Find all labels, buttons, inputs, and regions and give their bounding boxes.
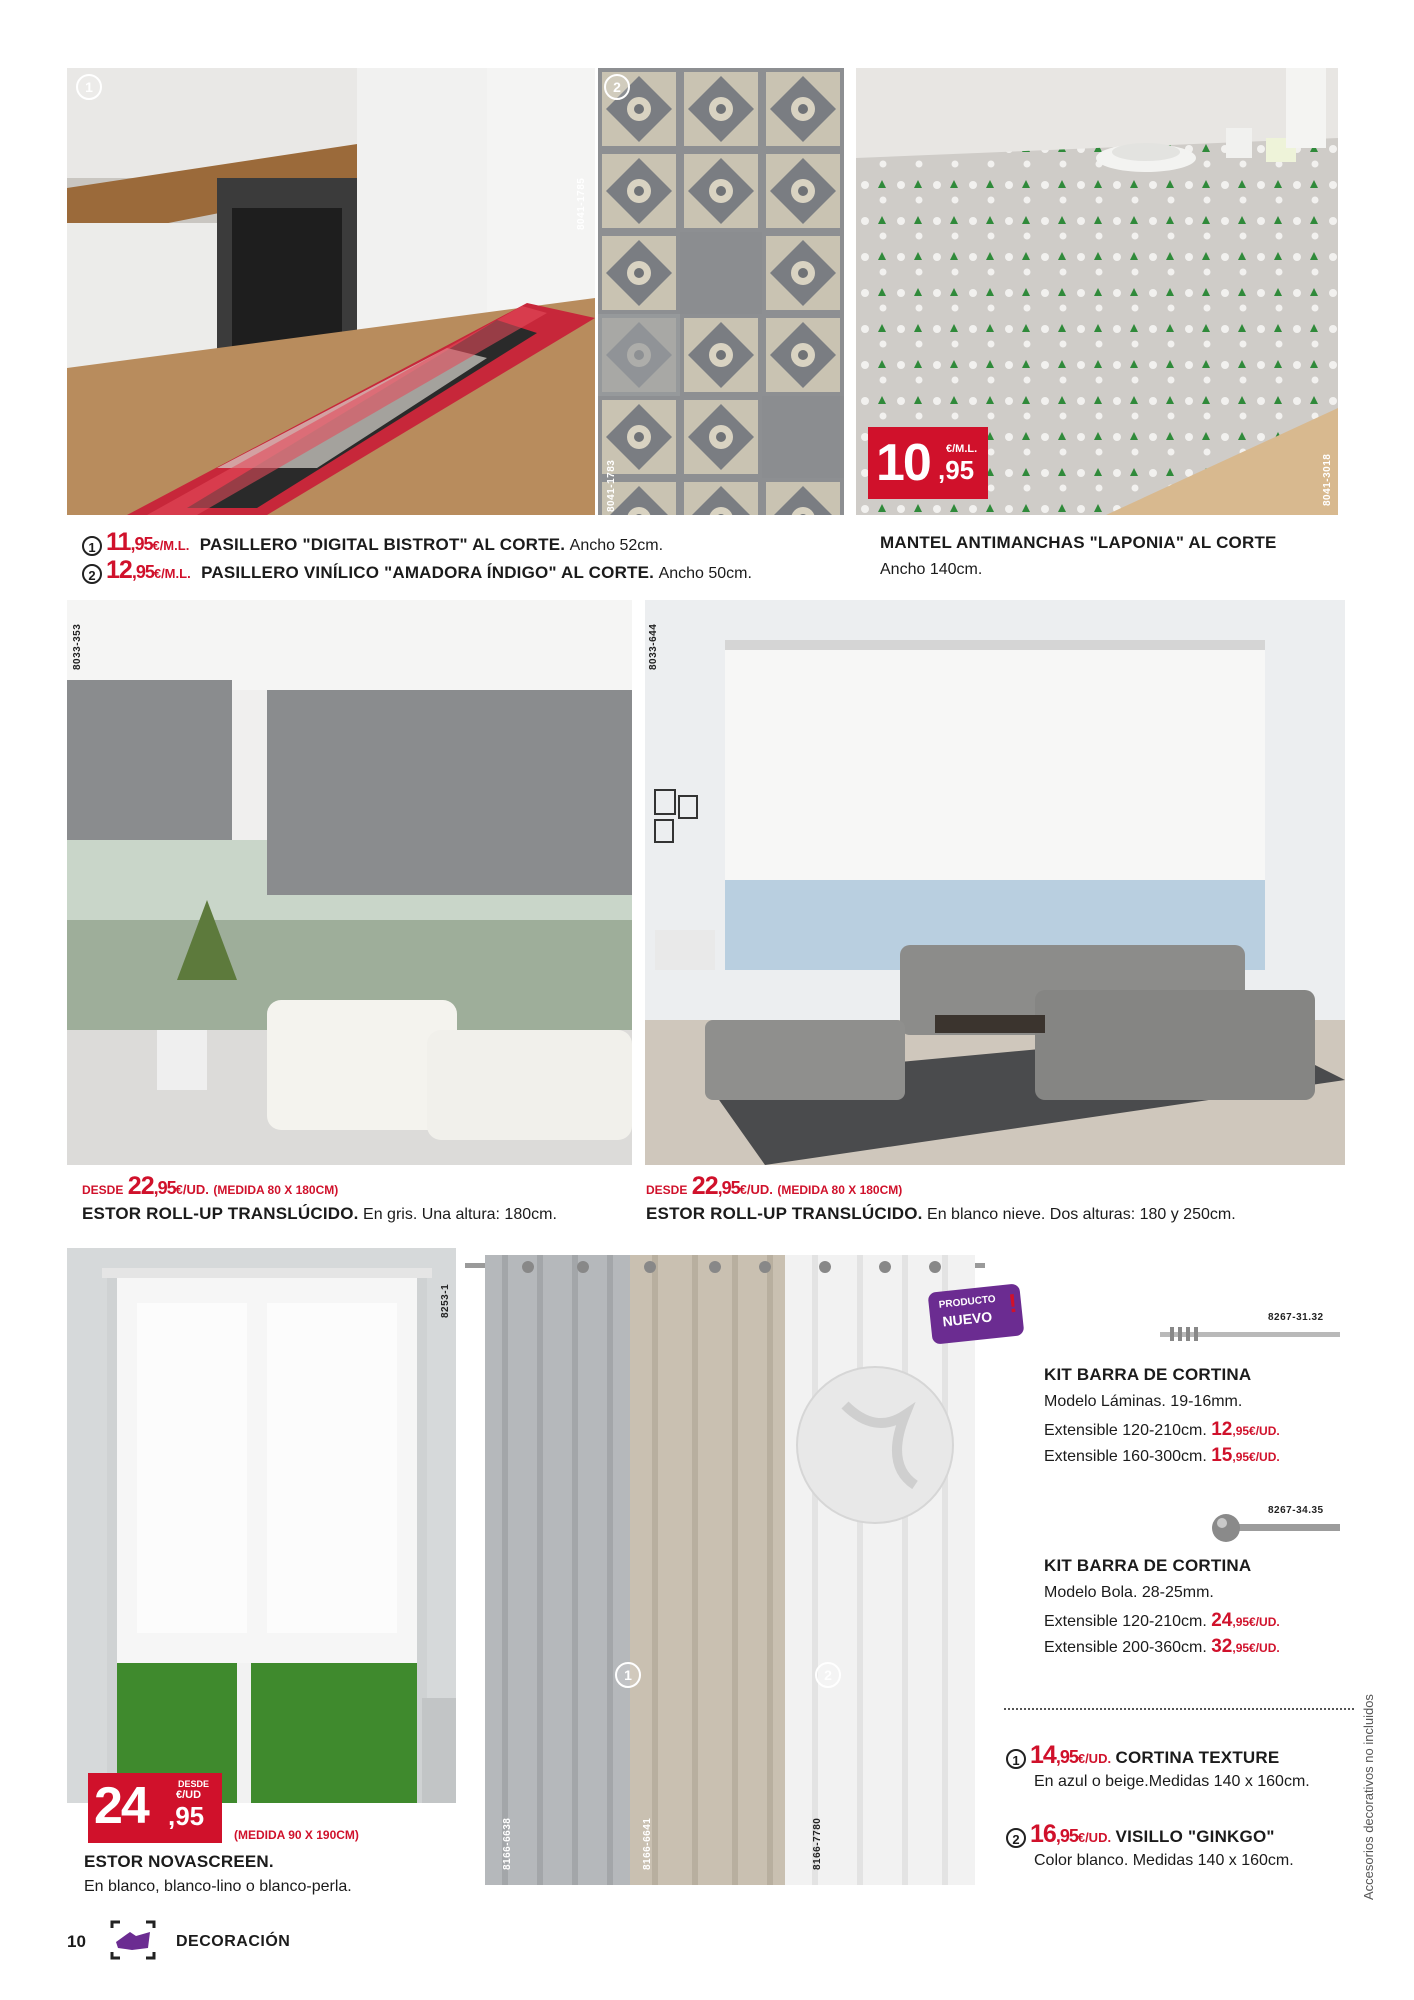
- price-int: 22: [127, 1172, 154, 1200]
- product-name: PASILLERO "DIGITAL BISTROT" AL CORTE.: [199, 535, 566, 554]
- kit2-title: KIT BARRA DE CORTINA: [1044, 1556, 1252, 1575]
- product-name: ESTOR ROLL-UP TRANSLÚCIDO.: [82, 1204, 359, 1223]
- price-int: 12: [106, 556, 132, 584]
- price-dec: ,95: [153, 1178, 176, 1198]
- runner-caption-2: [82, 556, 752, 585]
- product-code: 8166-6641: [642, 1817, 653, 1870]
- decoracion-section-icon: [108, 1918, 158, 1962]
- badge-exclamation-icon: !: [1006, 1287, 1019, 1319]
- desde-label: DESDE: [646, 1183, 688, 1197]
- mantel-price-badge: [868, 427, 988, 499]
- dotted-divider: [1004, 1708, 1354, 1710]
- product-code: 8041-3018: [1322, 453, 1333, 506]
- grey-rollup-caption: [82, 1204, 557, 1224]
- page-number: 10: [67, 1932, 86, 1951]
- price-int: 14: [1030, 1741, 1056, 1769]
- novascreen-name: ESTOR NOVASCREEN.: [84, 1852, 274, 1871]
- novascreen-desc: En blanco, blanco-lino o blanco-perla.: [84, 1878, 352, 1895]
- price-int: 15: [1211, 1445, 1233, 1466]
- kit1-title: KIT BARRA DE CORTINA: [1044, 1365, 1252, 1384]
- novascreen-photo: [67, 1248, 456, 1803]
- price-dec: ,95: [131, 562, 154, 582]
- price-unit: €/UD.: [1077, 1830, 1112, 1845]
- kit2-price-2: [1044, 1636, 1280, 1658]
- producto-nuevo-badge: [928, 1283, 1025, 1344]
- product-code: 8253-1: [440, 1283, 451, 1318]
- ext-label: Extensible 120-210cm.: [1044, 1422, 1207, 1439]
- kit1-price-2: [1044, 1445, 1280, 1467]
- runner-caption-1: [82, 528, 663, 557]
- item-number: 1: [82, 536, 102, 556]
- kit1-code: 8267-31.32: [1268, 1312, 1324, 1323]
- curtain-rod-bola-icon: [1210, 1510, 1340, 1546]
- section-title: DECORACIÓN: [176, 1933, 291, 1950]
- product-code: 8166-7780: [812, 1817, 823, 1870]
- mantel-name: MANTEL ANTIMANCHAS "LAPONIA" AL CORTE: [880, 533, 1277, 552]
- badge-line-1: PRODUCTO: [938, 1293, 997, 1311]
- product-name: PASILLERO VINÍLICO "AMADORA ÍNDIGO" AL CORTE.: [201, 563, 655, 582]
- visillo-ginkgo-desc: Color blanco. Medidas 140 x 160cm.: [1034, 1852, 1294, 1869]
- badge-price-dec: ,95: [168, 1801, 205, 1831]
- price-dec: ,95€/UD.: [1232, 1641, 1280, 1655]
- kit2-model: Modelo Bola. 28-25mm.: [1044, 1584, 1214, 1601]
- cortina-texture-price: [1006, 1741, 1279, 1770]
- price-int: 11: [106, 528, 131, 556]
- vinyl-tile-photo: [598, 68, 844, 515]
- product-name: CORTINA TEXTURE: [1115, 1748, 1280, 1767]
- kit1-price-1: [1044, 1419, 1280, 1441]
- badge-price-unit: €/M.L.: [946, 443, 978, 455]
- novascreen-medida: (MEDIDA 90 X 190CM): [234, 1828, 359, 1842]
- white-rollup-photo: [645, 600, 1345, 1165]
- kit2-price-1: [1044, 1610, 1280, 1632]
- ext-label: Extensible 200-360cm.: [1044, 1639, 1207, 1656]
- price-unit: €/UD.: [1077, 1751, 1112, 1766]
- photo-number-1: 1: [76, 74, 102, 100]
- price-dec: ,95: [717, 1178, 740, 1198]
- grey-rollup-photo: [67, 600, 632, 1165]
- product-desc: En gris. Una altura: 180cm.: [363, 1206, 557, 1223]
- product-name: ESTOR ROLL-UP TRANSLÚCIDO.: [646, 1204, 923, 1223]
- mantel-desc: Ancho 140cm.: [880, 561, 983, 578]
- badge-desde: DESDE: [178, 1779, 210, 1789]
- price-unit: €/UD.: [739, 1182, 773, 1197]
- badge-price-dec: ,95: [938, 455, 975, 485]
- price-unit: €/UD.: [175, 1182, 209, 1197]
- product-code: 8166-6638: [502, 1817, 513, 1870]
- product-desc: Ancho 52cm.: [569, 537, 664, 554]
- side-note: Accesorios decorativos no incluidos: [1361, 1694, 1376, 1900]
- ext-label: Extensible 120-210cm.: [1044, 1613, 1207, 1630]
- product-code: 8033-644: [648, 623, 659, 670]
- price-int: 16: [1030, 1820, 1056, 1848]
- kit2-code: 8267-34.35: [1268, 1505, 1324, 1516]
- price-unit: €/M.L.: [153, 566, 191, 581]
- price-dec: ,95€/UD.: [1232, 1424, 1280, 1438]
- medida-label: (MEDIDA 80 X 180CM): [777, 1183, 903, 1197]
- photo-number-2: 2: [604, 74, 630, 100]
- badge-line-2: NUEVO: [941, 1308, 993, 1330]
- novascreen-price-badge: [88, 1773, 222, 1843]
- product-code: 8041-1785: [576, 177, 587, 230]
- kitchen-runner-photo: [67, 68, 595, 515]
- badge-price-int: 24: [94, 1777, 148, 1835]
- cortina-texture-desc: En azul o beige.Medidas 140 x 160cm.: [1034, 1773, 1310, 1790]
- item-number: 2: [1006, 1828, 1026, 1848]
- curtain-number-1: 1: [615, 1662, 641, 1688]
- ext-label: Extensible 160-300cm.: [1044, 1448, 1207, 1465]
- desde-label: DESDE: [82, 1183, 124, 1197]
- price-int: 32: [1211, 1636, 1233, 1657]
- curtain-rod-laminas-icon: [1160, 1327, 1340, 1341]
- price-int: 12: [1211, 1419, 1233, 1440]
- medida-label: (MEDIDA 80 X 180CM): [213, 1183, 339, 1197]
- price-dec: ,95: [1055, 1826, 1078, 1846]
- white-rollup-caption: [646, 1204, 1236, 1224]
- visillo-ginkgo-price: [1006, 1820, 1275, 1849]
- item-number: 2: [82, 564, 102, 584]
- badge-price-int: 10: [876, 434, 930, 492]
- curtains-photo: [465, 1245, 995, 1895]
- price-dec: ,95€/UD.: [1232, 1450, 1280, 1464]
- product-code: 8033-353: [72, 623, 83, 670]
- white-rollup-price: [646, 1172, 902, 1201]
- product-desc: Ancho 50cm.: [658, 565, 752, 582]
- product-code: 8041-1783: [606, 459, 617, 512]
- product-desc: En blanco nieve. Dos alturas: 180 y 250cm.: [927, 1206, 1236, 1223]
- price-dec: ,95€/UD.: [1232, 1615, 1280, 1629]
- badge-unit: €/UD: [176, 1789, 202, 1801]
- price-int: 22: [691, 1172, 718, 1200]
- item-number: 1: [1006, 1749, 1026, 1769]
- product-name: VISILLO "GINKGO": [1115, 1827, 1275, 1846]
- grey-rollup-price: [82, 1172, 338, 1201]
- price-dec: ,95: [1055, 1747, 1078, 1767]
- price-dec: ,95: [130, 534, 153, 554]
- price-int: 24: [1211, 1610, 1233, 1631]
- price-unit: €/M.L.: [152, 538, 190, 553]
- kit1-model: Modelo Láminas. 19-16mm.: [1044, 1393, 1243, 1410]
- curtain-number-2: 2: [815, 1662, 841, 1688]
